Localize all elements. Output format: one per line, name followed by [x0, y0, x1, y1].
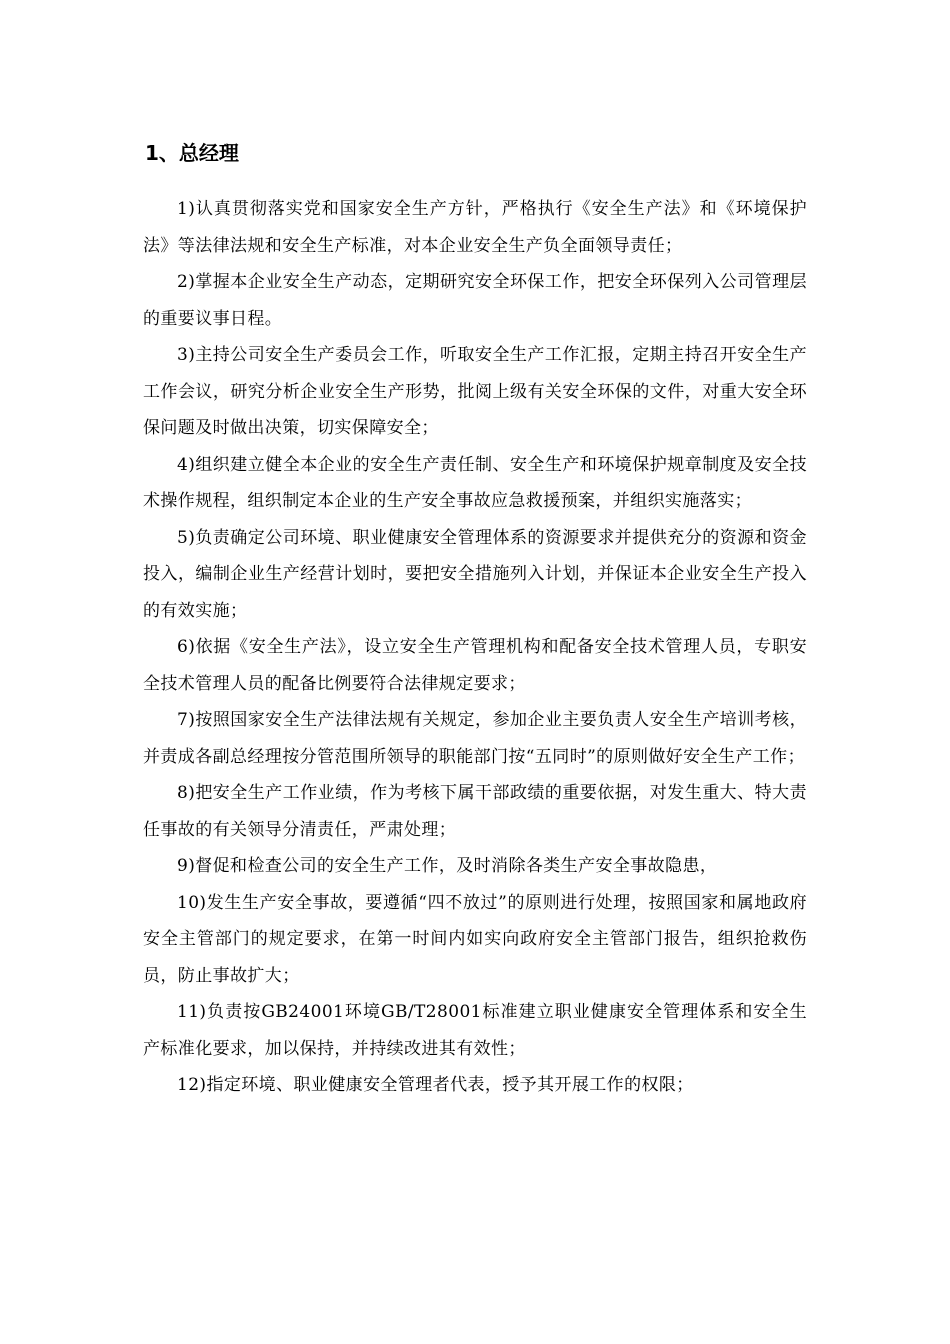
document-body — [143, 133, 807, 1104]
paragraph-6: 6)依据《安全生产法》，设立安全生产管理机构和配备安全技术管理人员，专职安全技术管理人员的配备比例要符合法律规定要求； — [143, 637, 807, 694]
paragraph-9: 9)督促和检查公司的安全生产工作，及时消除各类生产安全事故隐患， — [177, 856, 718, 876]
section-heading: 1、总经理 — [145, 141, 239, 165]
paragraph-1: 1)认真贯彻落实党和国家安全生产方针，严格执行《安全生产法》和《环境保护法》等法律法规和安全生产标准，对本企业安全生产负全面领导责任； — [143, 199, 807, 256]
paragraph-12: 12)指定环境、职业健康安全管理者代表，授予其开展工作的权限； — [177, 1075, 694, 1095]
paragraph-8: 8)把安全生产工作业绩，作为考核下属干部政绩的重要依据，对发生重大、特大责任事故的有关领导分清责任，严肃处理； — [143, 783, 807, 840]
paragraph-2: 2)掌握本企业安全生产动态，定期研究安全环保工作，把安全环保列入公司管理层的重要议事日程。 — [143, 272, 807, 329]
paragraph-5: 5)负责确定公司环境、职业健康安全管理体系的资源要求并提供充分的资源和资金投入，编制企业生产经营计划时，要把安全措施列入计划，并保证本企业安全生产投入的有效实施； — [143, 527, 807, 621]
paragraph-3: 3)主持公司安全生产委员会工作，听取安全生产工作汇报，定期主持召开安全生产工作会议，研究分析企业安全生产形势，批阅上级有关安全环保的文件，对重大安全环保问题及时做出决策，切实保障安全； — [143, 345, 807, 438]
paragraph-7: 7)按照国家安全生产法律法规有关规定，参加企业主要负责人安全生产培训考核，并责成各副总经理按分管范围所领导的职能部门按“五同时”的原则做好安全生产工作； — [143, 710, 807, 767]
paragraph-11: 11)负责按GB24001环境GB/T28001标准建立职业健康安全管理体系和安全生产标准化要求，加以保持，并持续改进其有效性； — [143, 1002, 807, 1059]
paragraph-4: 4)组织建立健全本企业的安全生产责任制、安全生产和环境保护规章制度及安全技术操作规程，组织制定本企业的生产安全事故应急救援预案，并组织实施落实； — [143, 454, 807, 511]
paragraph-10: 10)发生生产安全事故，要遵循“四不放过”的原则进行处理，按照国家和属地政府安全主管部门的规定要求，在第一时间内如实向政府安全主管部门报告，组织抢救伤员，防止事故扩大； — [143, 892, 807, 986]
